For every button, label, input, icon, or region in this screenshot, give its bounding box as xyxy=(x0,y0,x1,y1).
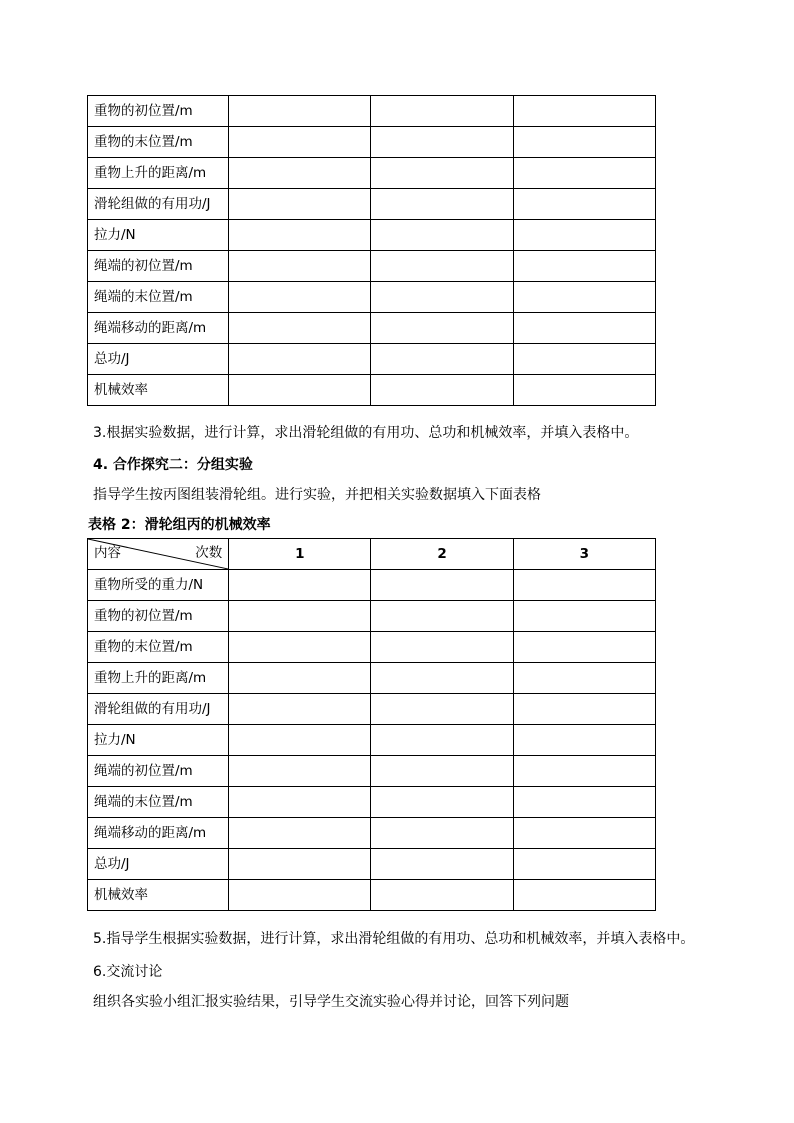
table-row xyxy=(88,756,656,787)
paragraph-step-6: 6.交流讨论 xyxy=(93,964,163,980)
data-entry-cell[interactable] xyxy=(513,158,655,189)
data-entry-cell[interactable] xyxy=(229,849,371,880)
table-row xyxy=(88,313,656,344)
data-entry-cell[interactable] xyxy=(371,96,513,127)
data-entry-cell[interactable] xyxy=(229,632,371,663)
data-entry-cell[interactable] xyxy=(371,158,513,189)
row-label: 绳端移动的距离/m xyxy=(88,313,229,344)
table-row xyxy=(88,570,656,601)
column-header-trial-2: 2 xyxy=(371,539,513,570)
data-entry-cell[interactable] xyxy=(229,158,371,189)
data-entry-cell[interactable] xyxy=(371,601,513,632)
row-label: 滑轮组做的有用功/J xyxy=(88,694,229,725)
row-label: 机械效率 xyxy=(88,880,229,911)
data-entry-cell[interactable] xyxy=(513,632,655,663)
data-entry-cell[interactable] xyxy=(371,725,513,756)
data-entry-cell[interactable] xyxy=(229,694,371,725)
data-entry-cell[interactable] xyxy=(371,127,513,158)
data-entry-cell[interactable] xyxy=(229,313,371,344)
paragraph-step-5: 5.指导学生根据实验数据，进行计算，求出滑轮组做的有用功、总功和机械效率，并填入表格中。 xyxy=(93,931,695,947)
paragraph-step-4: 指导学生按丙图组装滑轮组。进行实验，并把相关实验数据填入下面表格 xyxy=(93,487,541,503)
data-entry-cell[interactable] xyxy=(229,787,371,818)
header-content-label: 内容 xyxy=(94,545,121,561)
paragraph-step-3: 3.根据实验数据，进行计算，求出滑轮组做的有用功、总功和机械效率，并填入表格中。 xyxy=(93,425,639,441)
data-entry-cell[interactable] xyxy=(229,570,371,601)
table-row xyxy=(88,220,656,251)
diagonal-header-cell xyxy=(88,539,229,570)
data-entry-cell[interactable] xyxy=(371,375,513,406)
row-label: 机械效率 xyxy=(88,375,229,406)
row-label: 绳端的末位置/m xyxy=(88,282,229,313)
row-label: 重物所受的重力/N xyxy=(88,570,229,601)
data-entry-cell[interactable] xyxy=(229,189,371,220)
table-row xyxy=(88,251,656,282)
data-entry-cell[interactable] xyxy=(229,127,371,158)
row-label: 总功/J xyxy=(88,849,229,880)
data-entry-cell[interactable] xyxy=(371,818,513,849)
row-label: 重物的末位置/m xyxy=(88,632,229,663)
table-row xyxy=(88,725,656,756)
data-entry-cell[interactable] xyxy=(229,880,371,911)
table-row xyxy=(88,632,656,663)
data-entry-cell[interactable] xyxy=(229,663,371,694)
data-entry-cell[interactable] xyxy=(371,220,513,251)
row-label: 重物上升的距离/m xyxy=(88,663,229,694)
data-entry-cell[interactable] xyxy=(371,313,513,344)
table-row xyxy=(88,282,656,313)
data-entry-cell[interactable] xyxy=(229,220,371,251)
data-entry-cell[interactable] xyxy=(371,663,513,694)
data-entry-cell[interactable] xyxy=(229,756,371,787)
row-label: 滑轮组做的有用功/J xyxy=(88,189,229,220)
table-row xyxy=(88,849,656,880)
data-entry-cell[interactable] xyxy=(513,694,655,725)
data-entry-cell[interactable] xyxy=(513,570,655,601)
data-entry-cell[interactable] xyxy=(229,818,371,849)
row-label: 重物上升的距离/m xyxy=(88,158,229,189)
data-entry-cell[interactable] xyxy=(229,375,371,406)
row-label: 重物的初位置/m xyxy=(88,96,229,127)
data-entry-cell[interactable] xyxy=(513,601,655,632)
table-row xyxy=(88,787,656,818)
data-entry-cell[interactable] xyxy=(513,344,655,375)
data-entry-cell[interactable] xyxy=(513,880,655,911)
header-trial-label: 次数 xyxy=(195,545,223,561)
heading-step-4: 4. 合作探究二：分组实验 xyxy=(93,457,253,473)
data-entry-cell[interactable] xyxy=(513,282,655,313)
data-entry-cell[interactable] xyxy=(513,849,655,880)
paragraph-discussion: 组织各实验小组汇报实验结果，引导学生交流实验心得并讨论，回答下列问题 xyxy=(93,994,569,1010)
table-row xyxy=(88,663,656,694)
row-label: 绳端的末位置/m xyxy=(88,787,229,818)
data-entry-cell[interactable] xyxy=(371,251,513,282)
data-entry-cell[interactable] xyxy=(371,694,513,725)
data-entry-cell[interactable] xyxy=(513,375,655,406)
table-row xyxy=(88,818,656,849)
table-row xyxy=(88,189,656,220)
data-entry-cell[interactable] xyxy=(513,663,655,694)
data-table-2 xyxy=(87,538,656,911)
data-table-1 xyxy=(87,95,656,406)
data-entry-cell[interactable] xyxy=(371,756,513,787)
data-entry-cell[interactable] xyxy=(229,344,371,375)
table-row xyxy=(88,158,656,189)
row-label: 拉力/N xyxy=(88,220,229,251)
data-entry-cell[interactable] xyxy=(229,282,371,313)
table-2-title: 表格 2：滑轮组丙的机械效率 xyxy=(88,517,271,533)
data-entry-cell[interactable] xyxy=(513,787,655,818)
row-label: 总功/J xyxy=(88,344,229,375)
table-row xyxy=(88,344,656,375)
row-label: 绳端的初位置/m xyxy=(88,756,229,787)
row-label: 绳端的初位置/m xyxy=(88,251,229,282)
data-entry-cell[interactable] xyxy=(371,880,513,911)
data-entry-cell[interactable] xyxy=(513,127,655,158)
data-entry-cell[interactable] xyxy=(229,96,371,127)
data-entry-cell[interactable] xyxy=(371,570,513,601)
table-row xyxy=(88,880,656,911)
data-entry-cell[interactable] xyxy=(513,220,655,251)
row-label: 重物的初位置/m xyxy=(88,601,229,632)
table-row xyxy=(88,96,656,127)
data-entry-cell[interactable] xyxy=(371,282,513,313)
column-header-trial-3: 3 xyxy=(513,539,655,570)
data-entry-cell[interactable] xyxy=(229,601,371,632)
data-entry-cell[interactable] xyxy=(371,344,513,375)
table-row xyxy=(88,375,656,406)
row-label: 绳端移动的距离/m xyxy=(88,818,229,849)
row-label: 重物的末位置/m xyxy=(88,127,229,158)
data-entry-cell[interactable] xyxy=(513,725,655,756)
data-entry-cell[interactable] xyxy=(513,818,655,849)
table-2-header-row xyxy=(88,539,656,570)
data-entry-cell[interactable] xyxy=(371,849,513,880)
table-row xyxy=(88,601,656,632)
data-entry-cell[interactable] xyxy=(371,189,513,220)
data-entry-cell[interactable] xyxy=(513,189,655,220)
data-entry-cell[interactable] xyxy=(229,725,371,756)
table-row xyxy=(88,127,656,158)
data-entry-cell[interactable] xyxy=(513,251,655,282)
data-entry-cell[interactable] xyxy=(513,756,655,787)
column-header-trial-1: 1 xyxy=(229,539,371,570)
data-entry-cell[interactable] xyxy=(229,251,371,282)
data-entry-cell[interactable] xyxy=(371,632,513,663)
table-row xyxy=(88,694,656,725)
data-entry-cell[interactable] xyxy=(513,313,655,344)
data-entry-cell[interactable] xyxy=(371,787,513,818)
row-label: 拉力/N xyxy=(88,725,229,756)
data-entry-cell[interactable] xyxy=(513,96,655,127)
